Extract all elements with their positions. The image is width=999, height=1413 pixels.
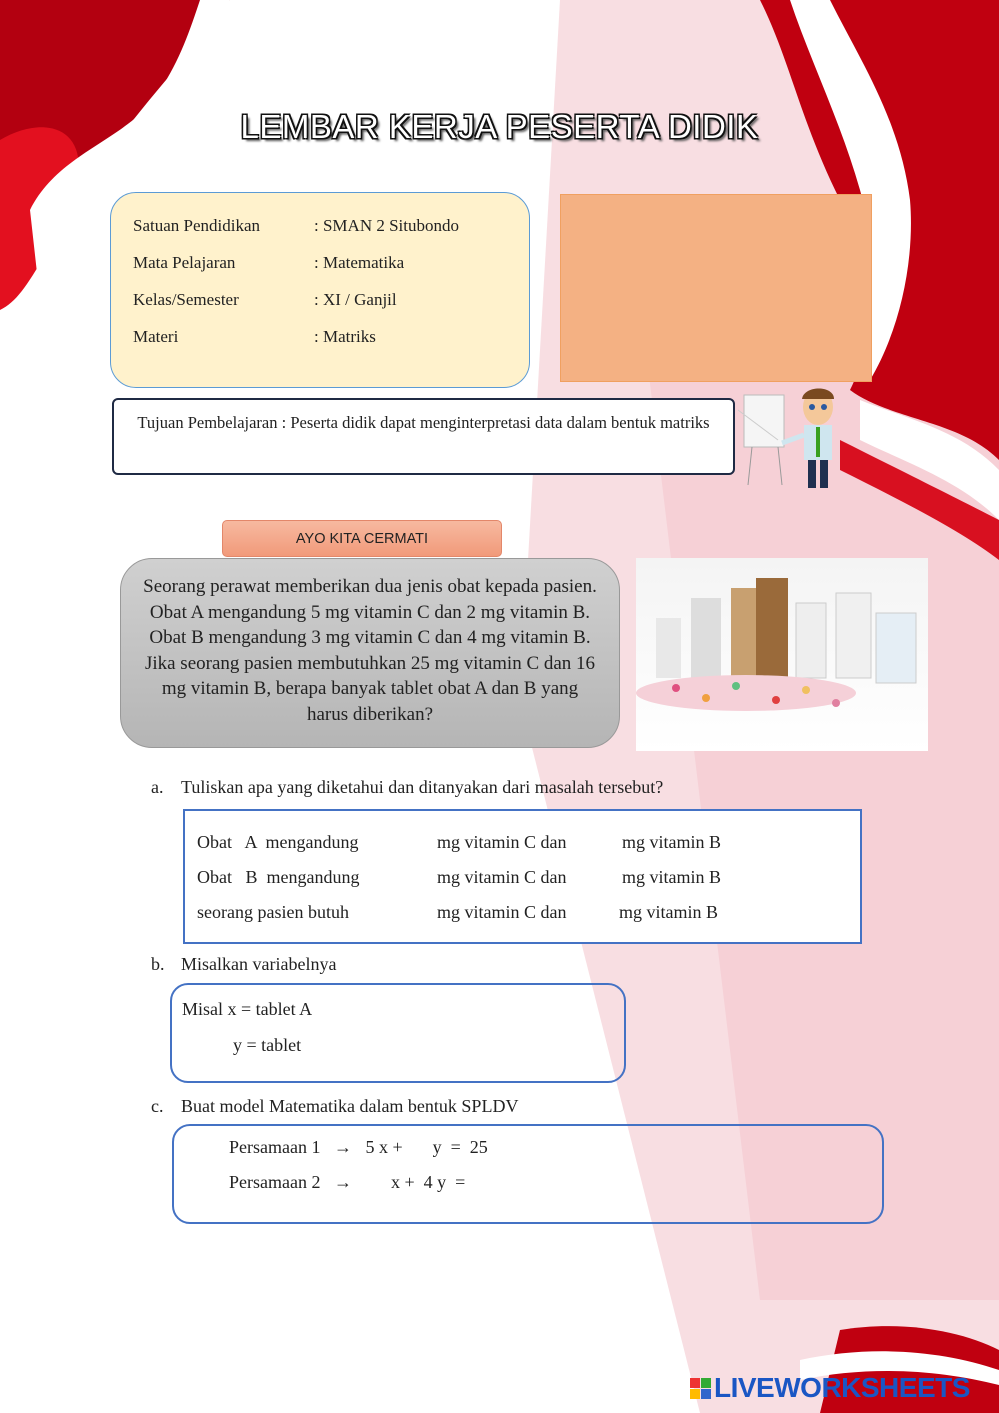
row-text: Obat A mengandung bbox=[197, 832, 359, 852]
logo-text: LIVEWORKSHEETS bbox=[714, 1372, 970, 1403]
liveworksheets-logo bbox=[690, 1372, 970, 1404]
eq-label: Persamaan 2 bbox=[229, 1172, 321, 1192]
logo-squares-icon bbox=[690, 1378, 711, 1399]
row-text: mg vitamin C dan bbox=[437, 832, 567, 852]
question-number: c. bbox=[151, 1096, 164, 1116]
info-row bbox=[133, 281, 507, 318]
question-number: a. bbox=[151, 777, 164, 797]
question-c bbox=[151, 1096, 518, 1117]
question-text: Misalkan variabelnya bbox=[181, 954, 337, 974]
row-text: seorang pasien butuh bbox=[197, 902, 349, 922]
answer-box-a bbox=[183, 809, 862, 944]
page-title: LEMBAR KERJA PESERTA DIDIK bbox=[240, 108, 759, 145]
info-value: : XI / Ganjil bbox=[314, 289, 397, 309]
info-label: Mata Pelajaran bbox=[133, 252, 236, 272]
answer-input[interactable] bbox=[403, 1137, 433, 1159]
answer-input[interactable] bbox=[592, 832, 622, 854]
question-b bbox=[151, 954, 336, 975]
eq-term: 4 y = bbox=[423, 1172, 466, 1192]
answer-input[interactable] bbox=[407, 832, 437, 854]
row-text: mg vitamin B bbox=[622, 832, 721, 852]
answer-input[interactable] bbox=[361, 1172, 391, 1194]
info-value: : Matematika bbox=[314, 252, 405, 272]
orange-note-box bbox=[560, 194, 872, 382]
row-text: mg vitamin B bbox=[619, 902, 718, 922]
variable-line: Misal x = tablet A bbox=[182, 999, 313, 1019]
eq-label: Persamaan 1 bbox=[229, 1137, 321, 1157]
answer-row bbox=[197, 825, 848, 860]
answer-row bbox=[197, 860, 848, 895]
answer-input[interactable] bbox=[592, 867, 622, 889]
row-text: mg vitamin C dan bbox=[437, 867, 567, 887]
answer-input[interactable] bbox=[589, 902, 619, 924]
row-text: mg vitamin C dan bbox=[437, 902, 567, 922]
answer-input[interactable] bbox=[470, 1172, 500, 1194]
variable-line: y = tablet bbox=[233, 1035, 302, 1055]
eq-term: x + bbox=[390, 1172, 415, 1192]
info-row bbox=[133, 318, 507, 355]
eq-term: y = 25 bbox=[432, 1137, 488, 1157]
eq-term: 5 x + bbox=[365, 1137, 403, 1157]
problem-story-box: Seorang perawat memberikan dua jenis obat kepada pasien. Obat A mengandung 5 mg vitamin C dan 2 mg vitamin B. Obat B mengandung 3 mg vitamin C dan 4 mg vitamin B. Jika seorang pasien membutuhkan 25 mg vitamin C dan 16 mg vitamin B, berapa banyak tablet obat A dan B yang harus diberikan? bbox=[120, 558, 620, 748]
answer-box-b bbox=[170, 983, 626, 1083]
info-label: Kelas/Semester bbox=[133, 289, 239, 309]
equation-2 bbox=[229, 1165, 827, 1200]
row-text: mg vitamin B bbox=[622, 867, 721, 887]
info-label: Materi bbox=[133, 326, 179, 346]
info-row bbox=[133, 244, 507, 281]
medicine-photo bbox=[636, 558, 928, 751]
answer-input[interactable] bbox=[407, 867, 437, 889]
answer-box-c bbox=[172, 1124, 884, 1224]
arrow-icon: → bbox=[333, 1137, 352, 1157]
arrow-icon: → bbox=[333, 1172, 352, 1192]
answer-input[interactable] bbox=[306, 1034, 366, 1056]
info-row bbox=[133, 207, 507, 244]
section-label-ayo-kita-cermati: AYO KITA CERMATI bbox=[222, 520, 502, 557]
info-label: Satuan Pendidikan bbox=[133, 215, 261, 235]
answer-row bbox=[197, 895, 848, 930]
question-number: b. bbox=[151, 954, 165, 974]
learning-objective-box: Tujuan Pembelajaran : Peserta didik dapat menginterpretasi data dalam bentuk matriks bbox=[112, 398, 735, 475]
answer-input[interactable] bbox=[407, 902, 437, 924]
question-a bbox=[151, 777, 663, 798]
question-text: Tuliskan apa yang diketahui dan ditanyakan dari masalah tersebut? bbox=[181, 777, 664, 797]
teacher-illustration bbox=[738, 385, 853, 493]
question-text: Buat model Matematika dalam bentuk SPLDV bbox=[181, 1096, 519, 1116]
info-value: : SMAN 2 Situbondo bbox=[314, 215, 459, 235]
equation-1 bbox=[229, 1130, 827, 1165]
identity-box bbox=[110, 192, 530, 388]
row-text: Obat B mengandung bbox=[197, 867, 360, 887]
info-value: : Matriks bbox=[314, 326, 376, 346]
